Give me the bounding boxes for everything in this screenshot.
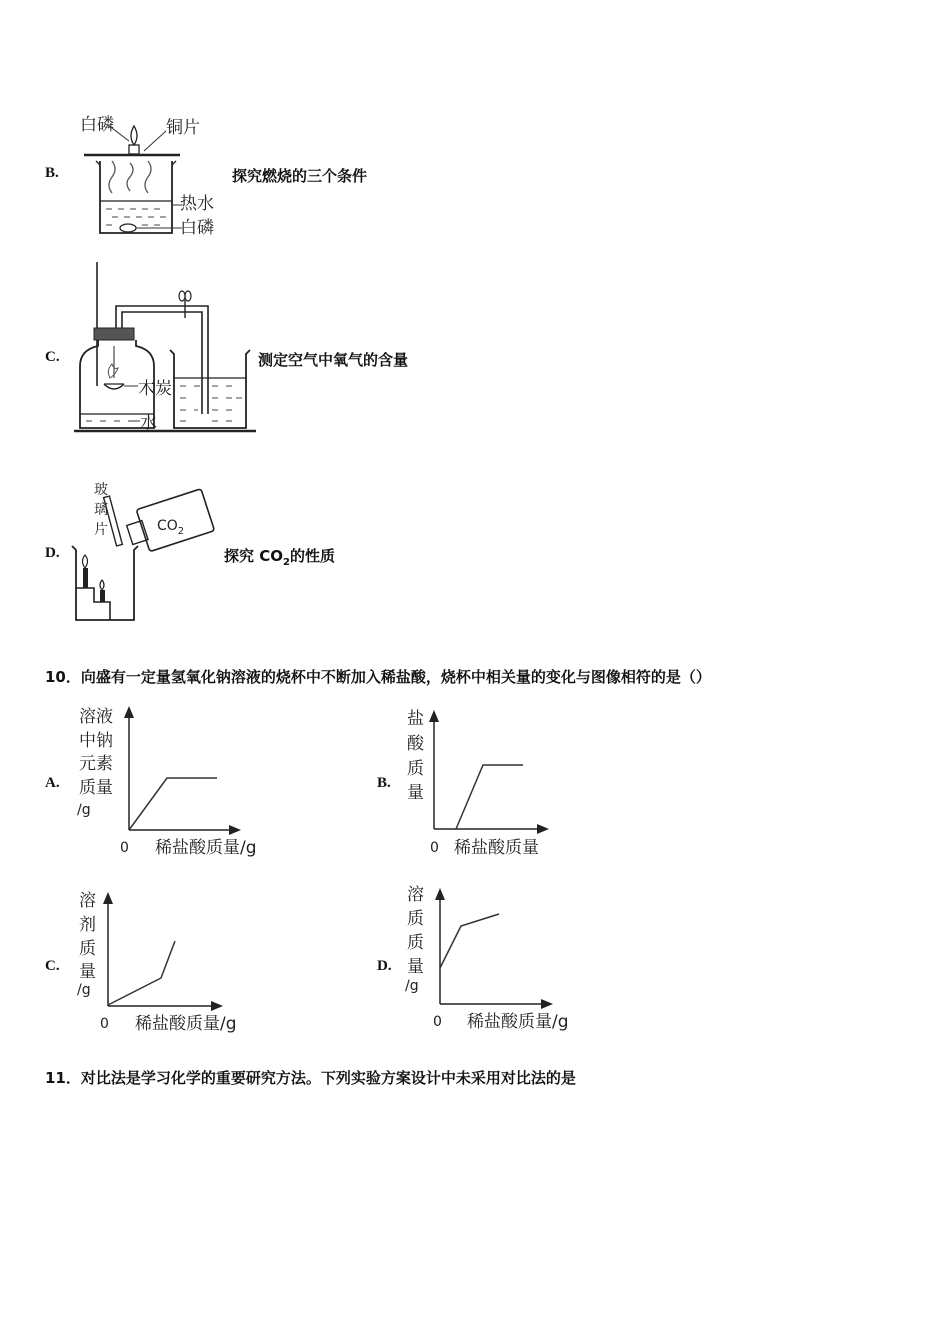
chart-a-xlabel: 稀盐酸质量/g	[155, 838, 257, 858]
question-text: 对比法是学习化学的重要研究方法。下列实验方案设计中未采用对比法的是	[80, 1069, 576, 1087]
chart-b-ylabel-1: 盐	[407, 709, 424, 729]
x-axis-arrow-icon	[537, 824, 549, 834]
chart-b-origin: 0	[430, 840, 439, 856]
chart-c-ylabel-3: 质	[79, 939, 96, 959]
y-axis-arrow-icon	[103, 892, 113, 904]
combustion-apparatus-diagram	[72, 105, 222, 240]
chart-d	[403, 878, 583, 1038]
bottle-stopper	[94, 328, 134, 340]
label-glass-1: 玻	[94, 482, 108, 498]
label-glass-3: 片	[94, 522, 108, 538]
chart-d-xlabel: 稀盐酸质量/g	[467, 1012, 569, 1032]
chart-d-ylabel-1: 溶	[407, 885, 424, 905]
flame-icon	[83, 555, 88, 568]
chart-a-curve	[129, 778, 217, 830]
x-axis-arrow-icon	[229, 825, 241, 835]
chart-c-ylabel-1: 溶	[79, 891, 96, 911]
steam-wisp	[109, 161, 115, 193]
chart-c-ylabel-2: 剂	[79, 915, 96, 935]
option-d-letter: D.	[45, 545, 60, 561]
chart-b-ylabel-2: 酸	[407, 734, 424, 754]
chart-c-xlabel: 稀盐酸质量/g	[135, 1014, 237, 1034]
chart-d-ylabel-3: 质	[407, 933, 424, 953]
clamp-icon	[179, 291, 185, 301]
question-number: 10．	[45, 668, 81, 686]
clamp-icon	[185, 291, 191, 301]
option-c-caption: 测定空气中氧气的含量	[258, 351, 409, 369]
chart-a	[75, 702, 275, 862]
label-water: 水	[140, 413, 157, 433]
chart-d-origin: 0	[433, 1014, 442, 1030]
tall-candle	[83, 568, 88, 588]
chart-c-ylabel-4: 量	[79, 962, 96, 982]
label-copper-sheet: 铜片	[166, 118, 200, 138]
chart-b-curve	[456, 765, 523, 829]
chart-a-letter: A.	[45, 775, 60, 791]
chart-b-xlabel: 稀盐酸质量	[454, 838, 539, 858]
chart-b-ylabel-3: 质	[407, 759, 424, 779]
chart-a-ylabel-2: 中钠	[79, 731, 113, 751]
water-dashes	[106, 209, 166, 225]
question-number: 11．	[45, 1069, 81, 1087]
question-11	[45, 1067, 576, 1088]
chart-d-ylabel-5: /g	[405, 978, 419, 994]
flame-icon	[100, 580, 104, 590]
chart-c-letter: C.	[45, 958, 60, 974]
chart-d-curve	[440, 914, 499, 968]
chart-b-letter: B.	[377, 775, 391, 791]
chart-c-origin: 0	[100, 1016, 109, 1032]
chart-a-ylabel-4: 质量	[79, 778, 113, 798]
steam-wisp	[145, 161, 151, 193]
y-axis-arrow-icon	[435, 888, 445, 900]
flame-icon	[108, 364, 118, 378]
option-d-caption: 探究 $CO_2$的性质	[224, 547, 335, 568]
chart-d-letter: D.	[377, 958, 392, 974]
question-10	[45, 666, 711, 687]
flame-icon	[131, 126, 137, 145]
chart-d-ylabel-4: 量	[407, 957, 424, 977]
co2-property-apparatus-diagram	[70, 478, 220, 624]
label-white-phosphorus-bottom: 白磷	[180, 218, 214, 238]
combustion-spoon	[104, 384, 124, 389]
label-co2: $CO_2$	[157, 518, 185, 537]
option-c-letter: C.	[45, 349, 60, 365]
question-text: 向盛有一定量氢氧化钠溶液的烧杯中不断加入稀盐酸，烧杯中相关量的变化与图像相符的是（）	[80, 668, 711, 686]
steam-wisp	[127, 163, 133, 191]
phosphorus-in-water	[120, 224, 136, 232]
x-axis-arrow-icon	[211, 1001, 223, 1011]
short-candle	[100, 590, 105, 602]
option-b-caption: 探究燃烧的三个条件	[232, 167, 368, 185]
label-charcoal: 木炭	[138, 379, 172, 399]
chart-c-curve	[108, 941, 175, 1005]
chart-a-ylabel-5: /g	[77, 802, 91, 818]
chart-d-ylabel-2: 质	[407, 909, 424, 929]
label-white-phosphorus-top: 白磷	[80, 115, 114, 135]
y-axis-arrow-icon	[429, 710, 439, 722]
option-b-letter: B.	[45, 165, 59, 181]
chart-a-ylabel-3: 元素	[79, 754, 113, 774]
chart-a-ylabel-1: 溶液	[79, 707, 113, 727]
chart-a-origin: 0	[120, 840, 129, 856]
oxygen-content-apparatus-diagram	[70, 258, 260, 436]
leader-line	[144, 131, 166, 151]
beaker-lip	[96, 161, 176, 165]
x-axis-arrow-icon	[541, 999, 553, 1009]
chart-c	[75, 880, 255, 1040]
water-beaker	[170, 350, 250, 428]
label-glass-2: 璃	[94, 502, 108, 518]
beaker-water-dashes	[180, 386, 242, 421]
y-axis-arrow-icon	[124, 706, 134, 718]
chart-b-ylabel-4: 量	[407, 783, 424, 803]
chart-b	[403, 702, 563, 862]
beaker-outline	[100, 161, 172, 233]
chart-c-ylabel-5: /g	[77, 982, 91, 998]
beaker	[72, 546, 138, 620]
phosphorus-on-copper	[129, 145, 139, 154]
label-hot-water: 热水	[180, 194, 214, 214]
